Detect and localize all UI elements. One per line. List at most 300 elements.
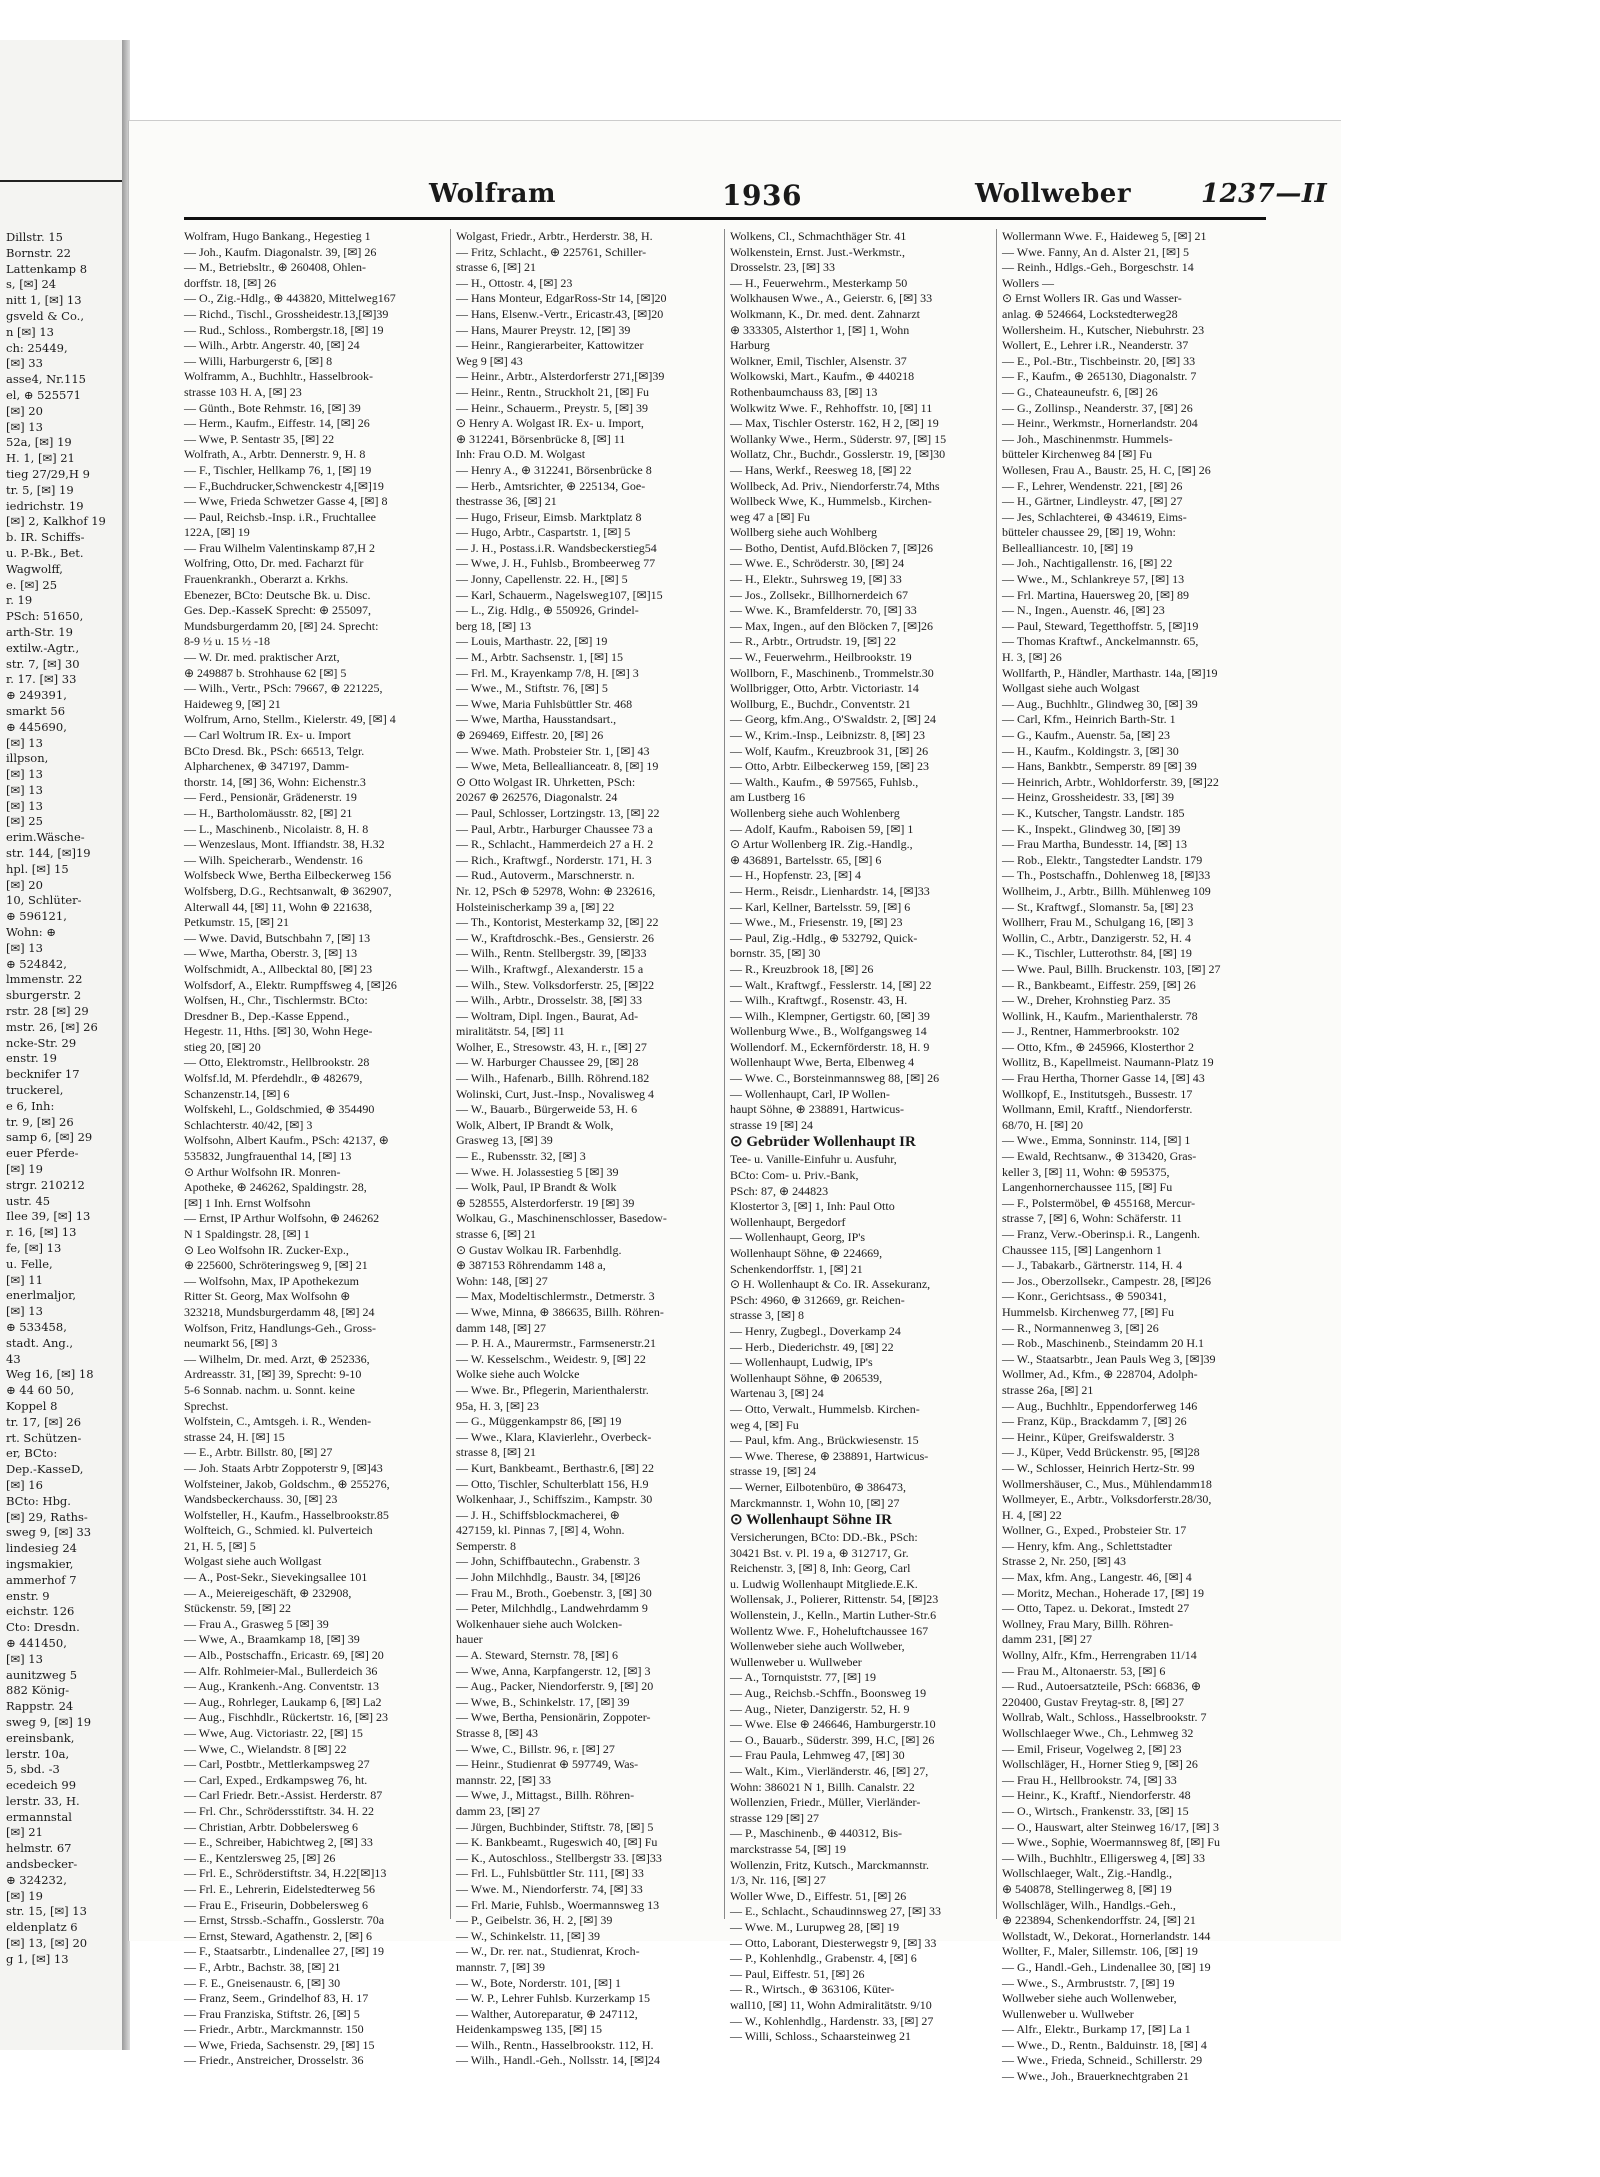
directory-entry: — E., Arbtr. Billstr. 80, [✉] 27: [184, 1445, 333, 1460]
directory-entry: ⊙ Artur Wollenberg IR. Zig.-Handlg.,: [730, 837, 913, 852]
directory-entry: Wolher, E., Stresowstr. 43, H. r., [✉] 27: [456, 1039, 647, 1054]
previous-page-line: Cto: Dresdn.: [6, 1620, 80, 1635]
directory-entry: Weg 9 [✉] 43: [456, 353, 523, 368]
directory-entry: — Frau M., Broth., Goebenstr. 3, [✉] 30: [456, 1585, 652, 1600]
previous-page-line: r. 16, [✉] 13: [6, 1225, 77, 1240]
directory-entry: Reichenstr. 3, [✉] 8, Inh: Georg, Carl: [730, 1561, 911, 1576]
directory-entry: — Wilh., Buchhltr., Elligersweg 4, [✉] 33: [1002, 1850, 1205, 1865]
directory-entry: Wollbeck Wwe, K., Hummelsb., Kirchen-: [730, 494, 932, 509]
directory-entry: Mundsburgerdamm 20, [✉] 24. Sprecht:: [184, 618, 379, 633]
previous-page-line: fe, [✉] 13: [6, 1241, 62, 1255]
previous-page-line: str. 15, [✉] 13: [6, 1904, 87, 1919]
directory-entry: — Wwe. M., Lurupweg 28, [✉] 19: [730, 1919, 900, 1934]
directory-entry: — R., Arbtr., Ortrudstr. 19, [✉] 22: [730, 634, 897, 649]
directory-entry: — P., Kohlenhdlg., Grabenstr. 4, [✉] 6: [730, 1951, 917, 1966]
directory-entry: Wollfarth, P., Händler, Marthastr. 14a, [✉]19: [1002, 665, 1218, 680]
directory-entry: — Rud., Autoersatzteile, PSch: 66836, ⊕: [1002, 1679, 1202, 1694]
previous-page-line: ⊕ 441450,: [6, 1635, 67, 1650]
directory-entry: Tee- u. Vanille-Einfuhr u. Ausfuhr,: [730, 1152, 897, 1167]
previous-page-line: lerstr. 33, H.: [6, 1793, 80, 1808]
directory-entry: — H., Bartholomäusstr. 82, [✉] 21: [184, 805, 353, 820]
directory-entry: — Wenzeslaus, Mont. Iffiandstr. 38, H.32: [184, 837, 385, 852]
directory-entry: Rothenbaumchauss 83, [✉] 13: [730, 384, 878, 399]
previous-page-text: [6, 230, 124, 1968]
directory-entry: thestrasse 36, [✉] 21: [456, 494, 557, 509]
directory-entry: mannstr. 7, [✉] 39: [456, 1959, 546, 1974]
directory-entry: — Joh. Staats Arbtr Zoppoterstr 9, [✉]43: [184, 1460, 383, 1475]
directory-entry: — Konr., Gerichtsass., ⊕ 590341,: [1002, 1289, 1167, 1304]
header-page-number: 1237—II: [1201, 179, 1328, 209]
directory-entry: — Ernst, Strssb.-Schaffn., Gosslerstr. 70a: [184, 1913, 385, 1928]
directory-entry: Wollbrigger, Otto, Arbtr. Victoriastr. 14: [730, 681, 919, 696]
directory-entry: — Louis, Marthastr. 22, [✉] 19: [456, 634, 608, 649]
directory-entry: — Ernst, IP Arthur Wolfsohn, ⊕ 246262: [184, 1211, 380, 1226]
directory-entry: Wollschläger, H., Horner Stieg 9, [✉] 26: [1002, 1757, 1198, 1772]
directory-entry: — Heinr., Schauerm., Preystr. 5, [✉] 39: [456, 400, 649, 415]
directory-entry: — Jos., Zollsekr., Billhornerdeich 67: [730, 587, 908, 602]
directory-entry: Stückenstr. 59, [✉] 22: [184, 1601, 292, 1616]
directory-entry: Wullenweber u. Wullweber: [730, 1654, 862, 1669]
directory-entry: — Hans, Elsenw.-Vertr., Ericastr.43, [✉]20: [456, 306, 664, 321]
directory-entry: — O., Bauarb., Süderstr. 399, H.C, [✉] 26: [730, 1732, 935, 1747]
directory-entry: Wolk, Albert, IP Brandt & Wolk,: [456, 1117, 614, 1132]
directory-entry: Wolkhausen Wwe., A., Geierstr. 6, [✉] 33: [730, 291, 933, 306]
directory-entry: 21, H. 5, [✉] 5: [184, 1538, 256, 1553]
directory-entry: — K. Bankbeamt., Rugeswich 40, [✉] Fu: [456, 1835, 658, 1850]
directory-entry: — Karl, Schauerm., Nagelsweg107, [✉]15: [456, 587, 663, 602]
directory-entry: — Th., Kontorist, Mesterkamp 32, [✉] 22: [456, 915, 659, 930]
directory-entry: PSch: 4960, ⊕ 312669, gr. Reichen-: [730, 1292, 905, 1307]
directory-entry: — Paul, Arbtr., Harburger Chaussee 73 a: [456, 821, 653, 836]
directory-entry: Wollborn, F., Maschinenb., Trommelstr.30: [730, 665, 934, 680]
previous-page-line: sweg 9, [✉] 33: [6, 1525, 92, 1540]
directory-entry: am Lustberg 16: [730, 790, 806, 805]
directory-entry: — H., Hopfenstr. 23, [✉] 4: [730, 868, 862, 883]
directory-entry: Marckmannstr. 1, Wohn 10, [✉] 27: [730, 1495, 900, 1510]
directory-entry: — Wwe, C., Wielandstr. 8 [✉] 22: [184, 1741, 347, 1756]
directory-entry: Wolkwitz Wwe. F., Rehhoffstr. 10, [✉] 11: [730, 400, 933, 415]
directory-entry: — Rob., Elektr., Tangstedter Landstr. 179: [1002, 852, 1203, 867]
directory-entry: weg 4, [✉] Fu: [730, 1417, 799, 1432]
directory-entry: — Willi, Schloss., Schaarsteinweg 21: [730, 2029, 911, 2044]
directory-entry: — Aug., Fischhdlr., Rückertstr. 16, [✉] 23: [184, 1710, 389, 1725]
directory-entry: ⊙ Ernst Wollers IR. Gas und Wasser-: [1002, 291, 1182, 306]
directory-entry: — Wwe. M., Niendorferstr. 74, [✉] 33: [456, 1881, 643, 1896]
previous-page-line: Bornstr. 22: [6, 245, 71, 260]
directory-entry: Wolkens, Cl., Schmachthäger Str. 41: [730, 229, 907, 243]
directory-entry: — Carl Woltrum IR. Ex- u. Import: [184, 728, 351, 742]
directory-entry: strasse 7, [✉] 6, Wohn: Schäferstr. 11: [1002, 1211, 1183, 1226]
previous-page-line: tieg 27/29,H 9: [6, 466, 90, 481]
directory-entry: — Wwe, Bertha, Pensionärin, Zoppoter-: [456, 1710, 651, 1725]
directory-entry: — L., Maschinenb., Nicolaistr. 8, H. 8: [184, 821, 369, 836]
directory-entry: — W. Harburger Chaussee 29, [✉] 28: [456, 1055, 639, 1070]
previous-page-line: rstr. 28 [✉] 29: [6, 1004, 89, 1019]
directory-entry: — A., Tornquiststr. 77, [✉] 19: [730, 1670, 876, 1685]
directory-entry: Wollesen, Frau A., Baustr. 25, H. C, [✉] 26: [1002, 462, 1211, 477]
directory-entry: 535832, Jungfrauenthal 14, [✉] 13: [184, 1149, 352, 1164]
previous-page-line: mstr. 26, [✉] 26: [6, 1019, 98, 1034]
directory-entry: Wolfschmidt, A., Allbecktal 80, [✉] 23: [184, 961, 373, 976]
directory-entry: — Wollenhaupt, Georg, IP's: [730, 1230, 866, 1245]
directory-entry: — Frau H., Hellbrookstr. 74, [✉] 33: [1002, 1772, 1177, 1787]
directory-entry: — Frl. L., Fuhlsbüttler Str. 111, [✉] 33: [456, 1866, 644, 1881]
directory-entry: — Wwe., D., Rentn., Balduinstr. 18, [✉] 4: [1002, 2037, 1207, 2052]
directory-entry: strasse 6, [✉] 21: [456, 260, 537, 275]
directory-entry: — Wilh., Kraftwgf., Alexanderstr. 15 a: [456, 961, 644, 976]
previous-page-line: andsbecker-: [6, 1857, 78, 1872]
directory-entry: Hummelsb. Kirchenweg 77, [✉] Fu: [1002, 1304, 1175, 1319]
directory-entry: — Wwe, Frieda Schwetzer Gasse 4, [✉] 8: [184, 494, 388, 509]
directory-entry: 95a, H. 3, [✉] 23: [456, 1398, 540, 1413]
directory-entry: — F.,Buchdrucker,Schwenckestr 4,[✉]19: [184, 478, 384, 493]
directory-entry: Wolfstein, C., Amtsgeh. i. R., Wenden-: [184, 1414, 372, 1429]
directory-entry: — H., Gärtner, Lindleystr. 47, [✉] 27: [1002, 494, 1183, 509]
directory-entry: — Wollenhaupt, Carl, IP Wollen-: [730, 1086, 890, 1101]
previous-page-line: eichstr. 126: [6, 1604, 75, 1619]
directory-entry: — P., Geibelstr. 36, H. 2, [✉] 39: [456, 1913, 613, 1928]
previous-page-line: sweg 9, [✉] 19: [6, 1714, 92, 1729]
directory-entry: — W., Bote, Norderstr. 101, [✉] 1: [456, 1975, 622, 1990]
directory-entry: Wollenzien, Friedr., Müller, Vierländer-: [730, 1795, 921, 1810]
directory-entry: — Reinh., Hdlgs.-Geh., Borgeschstr. 14: [1002, 260, 1194, 275]
directory-entry: Wollmershäuser, C., Mus., Mühlendamm18: [1002, 1476, 1212, 1491]
directory-entry: — Henry, kfm. Ang., Schlettstadter: [1002, 1538, 1172, 1553]
directory-entry: Wolframm, A., Buchhltr., Hasselbrook-: [184, 369, 374, 384]
header-rule: [184, 217, 1266, 220]
previous-page-line: Wohn: ⊕: [6, 925, 56, 940]
directory-entry: — Wilh., Rentn., Hasselbrookstr. 112, H.: [456, 2037, 654, 2052]
directory-entry: — Max, Ingen., auf den Blöcken 7, [✉]26: [730, 618, 934, 633]
directory-entry: Wolkner, Emil, Tischler, Alsenstr. 37: [730, 353, 907, 368]
directory-entry: — Carl, Kfm., Heinrich Barth-Str. 1: [1002, 712, 1176, 727]
previous-page-line: nitt 1, [✉] 13: [6, 293, 82, 308]
directory-entry: — Friedr., Arbtr., Marckmannstr. 150: [184, 2022, 364, 2037]
directory-entry: — Wwe. Br., Pflegerin, Marienthalerstr.: [456, 1382, 649, 1397]
directory-entry: Wolke siehe auch Wolcke: [456, 1367, 580, 1382]
directory-entry: — Herb., Diederichstr. 49, [✉] 22: [730, 1339, 894, 1354]
directory-entry: — Heinr., Küper, Greifswalderstr. 3: [1002, 1429, 1175, 1444]
directory-entry: — E., Rubensstr. 32, [✉] 3: [456, 1149, 586, 1164]
directory-entry: — W., Bauarb., Bürgerweide 53, H. 6: [456, 1102, 638, 1117]
directory-entry: Wollgast siehe auch Wolgast: [1002, 681, 1140, 696]
previous-page-line: Rappstr. 24: [6, 1699, 74, 1714]
directory-entry: Wolfsbeck Wwe, Bertha Eilbeckerweg 156: [184, 868, 392, 883]
directory-entry: — Heinz, Grossheidestr. 33, [✉] 39: [1002, 790, 1175, 805]
directory-entry: — Hans, Werkf., Reesweg 18, [✉] 22: [730, 462, 912, 477]
directory-entry: — Aug., Buchhltr., Glindweg 30, [✉] 39: [1002, 696, 1198, 711]
previous-page-line: e. [✉] 25: [6, 577, 58, 592]
previous-page-line: ecedeich 99: [6, 1778, 77, 1793]
directory-entry: — M., Betriebsltr., ⊕ 260408, Ohlen-: [184, 260, 367, 275]
directory-entry: — F. E., Gneisenaustr. 6, [✉] 30: [184, 1975, 341, 1990]
previous-page-line: str. 144, [✉]19: [6, 846, 91, 861]
directory-entry: — H., Kaufm., Koldingstr. 3, [✉] 30: [1002, 743, 1179, 758]
directory-entry: — Rich., Kraftwgf., Norderstr. 171, H. 3: [456, 852, 652, 867]
directory-entry: ⊕ 436891, Bartelsstr. 65, [✉] 6: [730, 852, 882, 867]
directory-entry: — Frau M., Altonaerstr. 53, [✉] 6: [1002, 1663, 1166, 1678]
previous-page-line: [✉] 13: [6, 767, 43, 782]
directory-entry: Semperstr. 8: [456, 1538, 516, 1553]
previous-page-line: [✉] 19: [6, 1162, 43, 1177]
directory-entry: anlag. ⊕ 524664, Lockstedterweg28: [1002, 306, 1178, 321]
directory-entry: — Wwe. David, Butschbahn 7, [✉] 13: [184, 930, 371, 945]
directory-entry: 1/3, Nr. 116, [✉] 27: [730, 1873, 826, 1888]
directory-entry: strasse 8, [✉] 21: [456, 1445, 537, 1460]
directory-entry: — Wwe., Emma, Sonninstr. 114, [✉] 1: [1002, 1133, 1191, 1148]
directory-entry: — W. P., Lehrer Fuhlsb. Kurzerkamp 15: [456, 1991, 650, 2006]
directory-entry: — F., Arbtr., Bachstr. 38, [✉] 21: [184, 1959, 341, 1974]
directory-entry: Grasweg 13, [✉] 39: [456, 1133, 553, 1148]
directory-entry: Wollney, Frau Mary, Billh. Röhren-: [1002, 1616, 1174, 1631]
directory-entry: Harburg: [730, 338, 770, 353]
directory-entry: Wolfring, Otto, Dr. med. Facharzt für: [184, 556, 364, 571]
directory-entry: — Woltram, Dipl. Ingen., Baurat, Ad-: [456, 1008, 639, 1023]
directory-entry: Wollersheim. H., Kutscher, Niebuhrstr. 23: [1002, 322, 1205, 337]
directory-entry: — Aug., Packer, Niendorferstr. 9, [✉] 20: [456, 1679, 654, 1694]
directory-entry: Wolfson, Fritz, Handlungs-Geh., Gross-: [184, 1320, 377, 1335]
directory-entry: Dresdner B., Dep.-Kasse Eppend.,: [184, 1008, 350, 1023]
directory-entry: miralitätstr. 54, [✉] 11: [456, 1024, 565, 1039]
directory-entry: — P. H. A., Maurermstr., Farmsenerstr.21: [456, 1336, 656, 1351]
directory-entry: Wollenzin, Fritz, Kutsch., Marckmannstr.: [730, 1857, 929, 1872]
directory-entry: Schanzenstr.14, [✉] 6: [184, 1086, 290, 1101]
header-first-entry: Wolfram: [429, 179, 557, 209]
directory-entry: — Christian, Arbtr. Dobbelersweg 6: [184, 1819, 358, 1834]
column-1: [184, 229, 446, 2068]
directory-entry: — G., Handl.-Geh., Lindenallee 30, [✉] 19: [1002, 1959, 1211, 1974]
directory-entry: Wollkopf, E., Institutsgeh., Bussestr. 17: [1002, 1086, 1193, 1101]
directory-entry: — Fritz, Schlacht., ⊕ 225761, Schiller-: [456, 244, 647, 259]
directory-entry: — Paul, Eiffestr. 51, [✉] 26: [730, 1966, 865, 1981]
previous-page-line: H. 1, [✉] 21: [6, 451, 75, 466]
directory-entry: — Walther, Autoreparatur, ⊕ 247112,: [456, 2006, 638, 2021]
previous-page-line: Lattenkamp 8: [6, 261, 88, 276]
directory-entry: strasse 24, H. [✉] 15: [184, 1429, 285, 1444]
directory-entry: bütteler Kirchenweg 84 [✉] Fu: [1002, 447, 1153, 462]
directory-entry: strasse 26a, [✉] 21: [1002, 1382, 1094, 1397]
directory-entry: — Jos., Oberzollsekr., Campestr. 28, [✉]26: [1002, 1273, 1212, 1288]
directory-entry: — Paul, Schlosser, Lortzingstr. 13, [✉] 22: [456, 805, 660, 820]
previous-page-line: asse4, Nr.115: [6, 372, 86, 387]
directory-entry: — Jes, Schlachterei, ⊕ 434619, Eims-: [1002, 509, 1187, 524]
directory-entry: — Adolf, Kaufm., Raboisen 59, [✉] 1: [730, 821, 914, 836]
directory-entry: — Heinrich, Arbtr., Wohldorferstr. 39, [✉]22: [1002, 774, 1219, 789]
directory-entry: BCto: Com- u. Priv.-Bank,: [730, 1168, 859, 1183]
directory-entry: — Wwe. E., Schröderstr. 30, [✉] 24: [730, 556, 905, 571]
directory-entry: neumarkt 56, [✉] 3: [184, 1336, 278, 1351]
directory-entry: — Botho, Dentist, Aufd.Blöcken 7, [✉]26: [730, 540, 934, 555]
directory-entry: — W., Schlosser, Heinrich Hertz-Str. 99: [1002, 1460, 1195, 1475]
directory-entry: Wollschlaeger, Walt., Zig.-Handlg.,: [1002, 1866, 1172, 1881]
directory-entry: Wollmeyer, E., Arbtr., Volksdorferstr.28/30,: [1002, 1492, 1212, 1507]
directory-entry: Wolfskehl, L., Goldschmied, ⊕ 354490: [184, 1102, 375, 1117]
directory-entry: — Richd., Tischl., Grossheidestr.13,[✉]39: [184, 306, 389, 321]
previous-page-line: ingsmakier,: [6, 1556, 74, 1571]
directory-entry: Schenkendorffstr. 1, [✉] 21: [730, 1261, 863, 1276]
previous-page-line: [✉] 13: [6, 940, 43, 955]
directory-entry: — Frau E., Friseurin, Dobbelersweg 6: [184, 1897, 368, 1912]
directory-entry: — Wilh. Speicherarb., Wendenstr. 16: [184, 852, 363, 867]
previous-page-line: lindesieg 24: [6, 1541, 77, 1556]
directory-entry: — Wwe, J. H., Fuhlsb., Brombeerweg 77: [456, 556, 656, 571]
directory-entry: — Thomas Kraftwf., Anckelmannstr. 65,: [1002, 634, 1199, 649]
directory-entry: strasse 6, [✉] 21: [456, 1227, 537, 1241]
directory-entry: — W., Feuerwehrm., Heilbrookstr. 19: [730, 650, 912, 665]
directory-entry: wall10, [✉] 11, Wohn Admiralitätstr. 9/10: [730, 1997, 932, 2012]
directory-entry: 122A, [✉] 19: [184, 525, 250, 540]
directory-entry: — Wwe. Paul, Billh. Bruckenstr. 103, [✉] 27: [1002, 961, 1221, 976]
directory-entry: 220400, Gustav Freytag-str. 8, [✉] 27: [1002, 1694, 1185, 1709]
page-header: [129, 179, 1341, 219]
previous-page-line: 5, sbd. -3: [6, 1762, 60, 1777]
previous-page-line: helmstr. 67: [6, 1841, 72, 1856]
directory-entry: — Frau Hertha, Thorner Gasse 14, [✉] 43: [1002, 1071, 1205, 1086]
header-year: 1936: [722, 179, 802, 212]
directory-entry: — W., Dr. rer. nat., Studienrat, Kroch-: [456, 1944, 640, 1959]
directory-entry: bornstr. 35, [✉] 30: [730, 946, 821, 961]
directory-entry: — Wwe. Therese, ⊕ 238891, Hartwicus-: [730, 1448, 929, 1463]
directory-entry: — J., Küper, Vedd Brückenstr. 95, [✉]28: [1002, 1445, 1200, 1460]
directory-entry: — A. Steward, Sternstr. 78, [✉] 6: [456, 1648, 619, 1663]
directory-entry: — Aug., Nieter, Danzigerstr. 52, H. 9: [730, 1701, 910, 1716]
directory-entry: — Aug., Reichsb.-Schffn., Boonsweg 19: [730, 1686, 927, 1701]
previous-page-line: [✉] 11: [6, 1272, 43, 1287]
directory-entry: — Walth., Kaufm., ⊕ 597565, Fuhlsb.,: [730, 774, 919, 789]
directory-entry: — Wwe., Sophie, Woermannsweg 8f, [✉] Fu: [1002, 1835, 1220, 1850]
directory-entry: Wollensak, J., Polierer, Rittenstr. 54, [✉]23: [730, 1592, 939, 1607]
directory-entry: — Wwe, Frieda, Sachsenstr. 29, [✉] 15: [184, 2037, 375, 2052]
directory-entry: 20267 ⊕ 262576, Diagonalstr. 24: [456, 790, 618, 805]
directory-entry: — Rob., Maschinenb., Steindamm 20 H.1: [1002, 1336, 1204, 1351]
column-divider: [450, 229, 451, 1919]
directory-entry: — Wwe, Martha, Hausstandsart.,: [456, 712, 617, 727]
directory-entry: haupt Söhne, ⊕ 238891, Hartwicus-: [730, 1102, 905, 1117]
directory-entry: — Wwe, Martha, Oberstr. 3, [✉] 13: [184, 946, 358, 961]
directory-entry: Wollin, C., Arbtr., Danzigerstr. 52, H. 4: [1002, 930, 1192, 945]
directory-entry: — Wwe. H. Jolassestieg 5 [✉] 39: [456, 1164, 619, 1179]
directory-entry: — Peter, Milchhdlg., Landwehrdamm 9: [456, 1601, 648, 1616]
directory-entry: — Wwe., M., Schlankreye 57, [✉] 13: [1002, 572, 1185, 587]
directory-entry: Alpharchenex, ⊕ 347197, Damm-: [184, 759, 350, 774]
directory-entry: — Paul, Reichsb.-Insp. i.R., Fruchtallee: [184, 509, 376, 524]
directory-entry: — Wilh., Klempner, Gertigstr. 60, [✉] 39: [730, 1008, 930, 1023]
directory-entry: — Henry A., ⊕ 312241, Börsenbrücke 8: [456, 462, 652, 477]
directory-entry: — St., Kraftwgf., Slomanstr. 5a, [✉] 23: [1002, 899, 1194, 914]
previous-page-line: becknifer 17: [6, 1067, 80, 1082]
directory-entry: Wollweber siehe auch Wollenweber,: [1002, 1991, 1177, 2006]
directory-entry: — Wilh., Vertr., PSch: 79667, ⊕ 221225,: [184, 681, 383, 696]
previous-page-line: erim.Wäsche-: [6, 830, 85, 845]
directory-entry: Wollter, F., Maler, Sillemstr. 106, [✉] 19: [1002, 1944, 1198, 1959]
directory-entry: — Franz, Küp., Brackdamm 7, [✉] 26: [1002, 1414, 1187, 1429]
directory-entry: — Jonny, Capellenstr. 22. H., [✉] 5: [456, 572, 628, 587]
previous-page-line: ncke-Str. 29: [6, 1035, 77, 1050]
directory-entry: — W., Kohlenhdlg., Hardenstr. 33, [✉] 27: [730, 2013, 934, 2028]
directory-entry: Nr. 12, PSch ⊕ 52978, Wohn: ⊕ 232616,: [456, 883, 656, 898]
directory-entry: Wolgast siehe auch Wollgast: [184, 1554, 322, 1569]
directory-entry: berg 18, [✉] 13: [456, 618, 532, 633]
directory-entry: ⊙ Arthur Wolfsohn IR. Monren-: [184, 1164, 341, 1179]
directory-entry: ⊕ 387153 Röhrendamm 148 a,: [456, 1258, 606, 1273]
directory-entry: — F., Lehrer, Wendenstr. 221, [✉] 26: [1002, 478, 1183, 493]
directory-entry: — W., Dreher, Krohnstieg Parz. 35: [1002, 993, 1171, 1008]
previous-page-line: r. 19: [6, 593, 33, 608]
directory-entry: Wollink, H., Kaufm., Marienthalerstr. 78: [1002, 1008, 1198, 1023]
previous-page-line: ⊕ 596121,: [6, 909, 67, 924]
directory-entry: — Günth., Bote Rehmstr. 16, [✉] 39: [184, 400, 361, 415]
directory-entry: — Wwe. K., Bramfelderstr. 70, [✉] 33: [730, 603, 917, 618]
previous-page-line: truckerel,: [6, 1083, 64, 1098]
directory-entry: — Hugo, Friseur, Eimsb. Marktplatz 8: [456, 509, 642, 524]
directory-entry: — John Milchhdlg., Baustr. 34, [✉]26: [456, 1570, 641, 1585]
previous-page-line: ⊕ 249391,: [6, 688, 67, 703]
directory-entry: — R., Wirtsch., ⊕ 363106, Küter-: [730, 1982, 895, 1997]
previous-page-line: ⊕ 44 60 50,: [6, 1383, 75, 1398]
directory-entry: — R., Kreuzbrook 18, [✉] 26: [730, 961, 874, 976]
directory-entry: — N., Ingen., Auenstr. 46, [✉] 23: [1002, 603, 1165, 618]
directory-entry: — Walt., Kim., Vierländerstr. 46, [✉] 27,: [730, 1764, 929, 1778]
directory-entry: — O., Hauswart, alter Steinweg 16/17, [✉] 3: [1002, 1819, 1220, 1834]
previous-page-line: extilw.-Agtr.,: [6, 640, 80, 655]
directory-entry: — W., Staatsarbtr., Jean Pauls Weg 3, [✉]39: [1002, 1351, 1216, 1366]
directory-entry: — Wwe, A., Braamkamp 18, [✉] 39: [184, 1632, 360, 1647]
directory-entry: — K., Tischler, Lutterothstr. 84, [✉] 19: [1002, 946, 1192, 961]
previous-page-line: [✉] 16: [6, 1477, 43, 1492]
previous-page-line: [✉] 20: [6, 877, 43, 892]
directory-entry: Wollanky Wwe., Herm., Süderstr. 97, [✉] 15: [730, 431, 947, 446]
directory-entry: u. Ludwig Wollenhaupt Mitgliede.E.K.: [730, 1576, 918, 1591]
directory-entry: Wollentz Wwe. F., Hoheluftchaussee 167: [730, 1623, 929, 1638]
directory-entry: — Wilh., Stew. Volksdorferstr. 25, [✉]22: [456, 977, 655, 992]
directory-entry: strasse 19, [✉] 24: [730, 1464, 817, 1479]
directory-entry: — W. Kesselschm., Weidestr. 9, [✉] 22: [456, 1351, 646, 1366]
directory-entry: Wollers —: [1002, 275, 1055, 290]
previous-page-line: BCto: Hbg.: [6, 1493, 71, 1508]
previous-page-line: 43: [6, 1351, 21, 1366]
previous-page-line: r. 17. [✉] 33: [6, 672, 77, 687]
directory-entry: — Willi, Harburgerstr 6, [✉] 8: [184, 353, 333, 368]
directory-entry: — A., Meiereigeschäft, ⊕ 232908,: [184, 1585, 352, 1600]
directory-entry: Wolfrum, Arno, Stellm., Kielerstr. 49, [✉] 4: [184, 712, 396, 727]
directory-entry: Wollermann Wwe. F., Haideweg 5, [✉] 21: [1002, 229, 1207, 243]
directory-entry: — F., Polstermöbel, ⊕ 455168, Mercur-: [1002, 1195, 1196, 1210]
directory-entry: Wolkenhaar, J., Schiffszim., Kampstr. 30: [456, 1492, 653, 1507]
directory-entry: bütteler chaussee 29, [✉] 19, Wohn:: [1002, 525, 1176, 540]
previous-page-line: u. P.-Bk., Bet.: [6, 545, 84, 560]
directory-entry: — Alfr., Elektr., Burkamp 17, [✉] La 1: [1002, 2022, 1191, 2037]
previous-page-line: n [✉] 13: [6, 324, 54, 339]
directory-entry: ⊕ 528555, Alsterdorferstr. 19 [✉] 39: [456, 1195, 635, 1210]
directory-entry: BCto Dresd. Bk., PSch: 66513, Telgr.: [184, 743, 365, 758]
directory-entry: — Jürgen, Buchbinder, Stiftstr. 78, [✉] 5: [456, 1819, 654, 1834]
directory-entry: — Frau Martha, Bundesstr. 14, [✉] 13: [1002, 837, 1188, 852]
directory-entry: Wolkmann, K., Dr. med. dent. Zahnarzt: [730, 306, 920, 321]
directory-entry: — Alfr. Rohlmeier-Mal., Bullerdeich 36: [184, 1663, 378, 1678]
directory-entry: — Wwe. Fanny, An d. Alster 21, [✉] 5: [1002, 244, 1190, 259]
directory-entry: — F., Staatsarbtr., Lindenallee 27, [✉] 19: [184, 1944, 385, 1959]
directory-entry: ⊙ Gustav Wolkau IR. Farbenhdlg.: [456, 1242, 622, 1257]
directory-entry: Haideweg 9, [✉] 21: [184, 696, 281, 711]
previous-page-line: ch: 25449,: [6, 340, 68, 355]
directory-entry: Strasse 8, [✉] 43: [456, 1726, 539, 1740]
directory-entry: — G., Zollinsp., Neanderstr. 37, [✉] 26: [1002, 400, 1193, 415]
directory-entry: thorstr. 14, [✉] 36, Wohn: Eichenstr.3: [184, 774, 366, 789]
previous-page-line: g 1, [✉] 13: [6, 1951, 69, 1966]
directory-entry: — Carl Friedr. Betr.-Assist. Herderstr. 87: [184, 1788, 383, 1803]
directory-entry: — Frl. Chr., Schrödersstiftstr. 34. H. 22: [184, 1803, 375, 1818]
directory-entry: — H., Ottostr. 4, [✉] 23: [456, 275, 573, 290]
